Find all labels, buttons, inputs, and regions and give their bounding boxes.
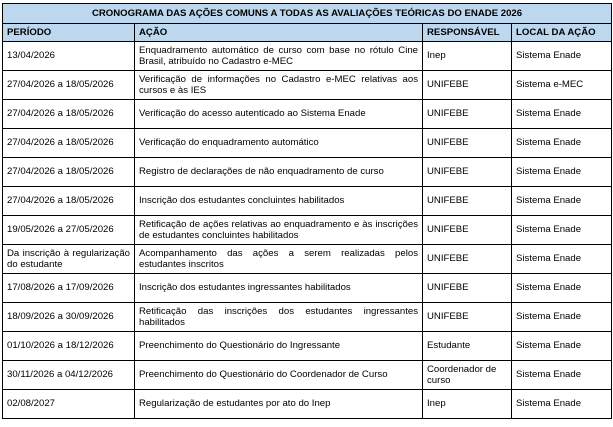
- cell-local: Sistema Enade: [512, 390, 612, 419]
- header-local: LOCAL DA AÇÃO: [512, 24, 612, 42]
- table-header-row: [3, 24, 612, 42]
- cell-responsavel: Estudante: [423, 332, 512, 361]
- cell-periodo: 30/11/2026 a 04/12/2026: [3, 361, 135, 390]
- cell-acao: Acompanhamento das ações a serem realizadas pelos estudantes inscritos: [135, 245, 423, 274]
- cell-periodo: 27/04/2026 a 18/05/2026: [3, 158, 135, 187]
- cell-responsavel: UNIFEBE: [423, 245, 512, 274]
- table-row: [3, 361, 612, 390]
- cell-local: Sistema Enade: [512, 274, 612, 303]
- cell-acao: Retificação de ações relativas ao enquadramento e às inscrições de estudantes concluintes habilitados: [135, 216, 423, 245]
- table-row: [3, 71, 612, 100]
- header-responsavel: RESPONSÁVEL: [423, 24, 512, 42]
- cell-periodo: 02/08/2027: [3, 390, 135, 419]
- cell-local: Sistema Enade: [512, 187, 612, 216]
- table-row: [3, 158, 612, 187]
- schedule-table: [2, 3, 612, 419]
- cell-periodo: 18/09/2026 a 30/09/2026: [3, 303, 135, 332]
- cell-acao: Regularização de estudantes por ato do Inep: [135, 390, 423, 419]
- cell-acao: Verificação do acesso autenticado ao Sistema Enade: [135, 100, 423, 129]
- cell-acao: Registro de declarações de não enquadramento de curso: [135, 158, 423, 187]
- cell-periodo: 01/10/2026 a 18/12/2026: [3, 332, 135, 361]
- cell-periodo: 27/04/2026 a 18/05/2026: [3, 187, 135, 216]
- cell-acao: Inscrição dos estudantes concluintes habilitados: [135, 187, 423, 216]
- cell-local: Sistema Enade: [512, 332, 612, 361]
- table-row: [3, 390, 612, 419]
- table-title: CRONOGRAMA DAS AÇÕES COMUNS A TODAS AS AVALIAÇÕES TEÓRICAS DO ENADE 2026: [3, 4, 612, 24]
- cell-responsavel: UNIFEBE: [423, 71, 512, 100]
- table-row: [3, 129, 612, 158]
- header-periodo: PERÍODO: [3, 24, 135, 42]
- cell-local: Sistema Enade: [512, 129, 612, 158]
- cell-acao: Preenchimento do Questionário do Ingressante: [135, 332, 423, 361]
- cell-responsavel: Inep: [423, 42, 512, 71]
- table-title-row: [3, 4, 612, 24]
- cell-acao: Verificação de informações no Cadastro e-MEC relativas aos cursos e às IES: [135, 71, 423, 100]
- cell-responsavel: UNIFEBE: [423, 100, 512, 129]
- cell-local: Sistema Enade: [512, 158, 612, 187]
- cell-local: Sistema e-MEC: [512, 71, 612, 100]
- cell-local: Sistema Enade: [512, 303, 612, 332]
- cell-acao: Preenchimento do Questionário do Coordenador de Curso: [135, 361, 423, 390]
- table-row: [3, 216, 612, 245]
- cell-local: Sistema Enade: [512, 100, 612, 129]
- cell-acao: Enquadramento automático de curso com base no rótulo Cine Brasil, atribuído no Cadastro e-MEC: [135, 42, 423, 71]
- cell-periodo: 17/08/2026 a 17/09/2026: [3, 274, 135, 303]
- cell-local: Sistema Enade: [512, 216, 612, 245]
- cell-responsavel: Coordenador de curso: [423, 361, 512, 390]
- cell-periodo: 27/04/2026 a 18/05/2026: [3, 129, 135, 158]
- cell-responsavel: UNIFEBE: [423, 187, 512, 216]
- cell-responsavel: UNIFEBE: [423, 216, 512, 245]
- cell-responsavel: UNIFEBE: [423, 129, 512, 158]
- cell-local: Sistema Enade: [512, 245, 612, 274]
- cell-periodo: 27/04/2026 a 18/05/2026: [3, 100, 135, 129]
- cell-responsavel: UNIFEBE: [423, 274, 512, 303]
- cell-local: Sistema Enade: [512, 42, 612, 71]
- cell-acao: Inscrição dos estudantes ingressantes habilitados: [135, 274, 423, 303]
- cell-responsavel: UNIFEBE: [423, 158, 512, 187]
- cell-local: Sistema Enade: [512, 361, 612, 390]
- header-acao: AÇÃO: [135, 24, 423, 42]
- schedule-table-wrapper: [2, 3, 611, 419]
- cell-periodo: 13/04/2026: [3, 42, 135, 71]
- cell-acao: Verificação do enquadramento automático: [135, 129, 423, 158]
- table-row: [3, 187, 612, 216]
- table-row: [3, 245, 612, 274]
- table-row: [3, 100, 612, 129]
- cell-periodo: 19/05/2026 a 27/05/2026: [3, 216, 135, 245]
- cell-responsavel: UNIFEBE: [423, 303, 512, 332]
- cell-responsavel: Inep: [423, 390, 512, 419]
- table-row: [3, 274, 612, 303]
- cell-acao: Retificação das inscrições dos estudantes ingressantes habilitados: [135, 303, 423, 332]
- table-row: [3, 303, 612, 332]
- cell-periodo: 27/04/2026 a 18/05/2026: [3, 71, 135, 100]
- cell-periodo: Da inscrição à regularização do estudante: [3, 245, 135, 274]
- table-row: [3, 42, 612, 71]
- table-row: [3, 332, 612, 361]
